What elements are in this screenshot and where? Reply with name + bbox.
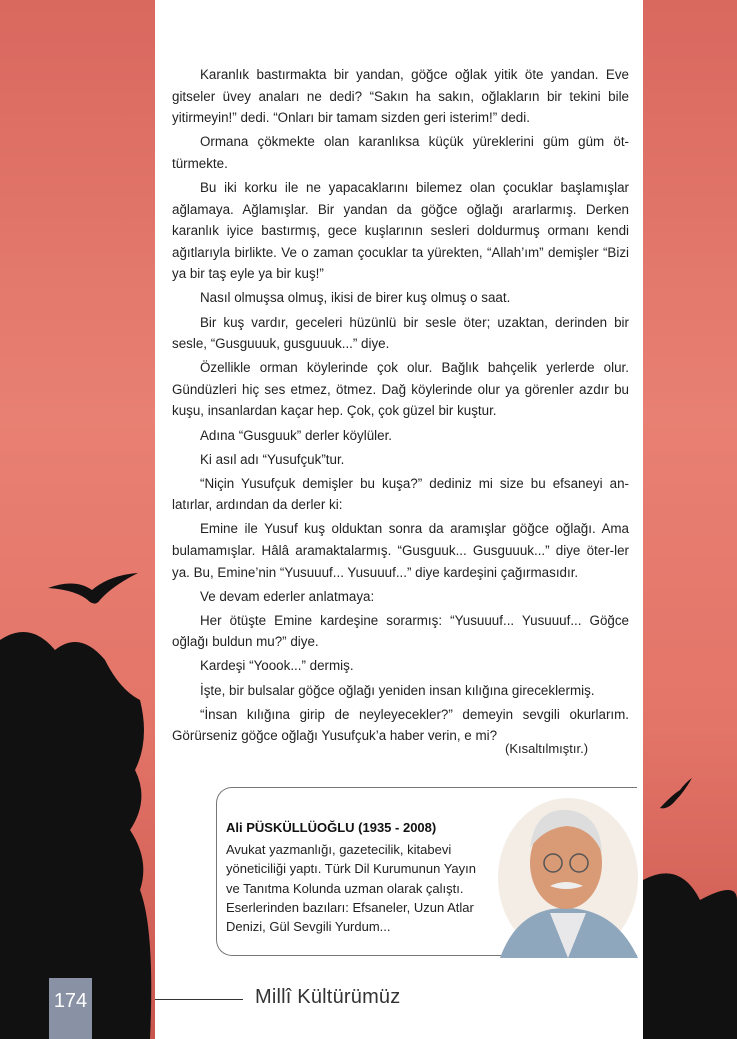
footer-divider (155, 999, 243, 1000)
book-title: Millî Kültürümüz (255, 986, 401, 1008)
abridged-note: (Kısaltılmıştır.) (505, 741, 589, 756)
paragraph: Bir kuş vardır, geceleri hüzünlü bir sesle öter; uzaktan, derinden bir sesle, “Gusguuuk, gusguuuk...” diye. (172, 314, 629, 352)
paragraph: Nasıl olmuşsa olmuş, ikisi de birer kuş olmuş o saat. (200, 290, 511, 306)
paragraph: Ve devam ederler anlatmaya: (200, 588, 375, 604)
author-name: Ali PÜSKÜLLÜOĞLU (1935 - 2008) (226, 820, 437, 835)
paragraph: Özellikle orman köylerinde çok olur. Bağlık bahçelik yerlerde olur. Gündüzleri hiç ses etmez, ötmez. Dağ köylerinde olur ya görenler azdır bu kuşu, insanlardan kaçar hep. Çok, çok güzel bir kuştur. (172, 360, 629, 419)
paragraph: Emine ile Yusuf kuş olduktan sonra da aramışlar göğce oğlağı. Ama bulamamışlar. Hâlâ aramaktalarmış. “Gusguuk... Gusguuuk...” diye öter-ler ya. Bu, Emine’nin “Yusuuuf... Yusuuuf...” diye kardeşini çağırmasıdır. (172, 521, 629, 580)
page-number: 174 (49, 978, 92, 1039)
bird-icon (660, 778, 692, 808)
author-bio-text: Avukat yazmanlığı, gazetecilik, kitabevi yöneticiliği yaptı. Türk Dil Kurumunun Yayın ve Tanıtma Kolunda uzman olarak çalıştı. Eserlerinden bazıları: Efsaneler, Uzun Atlar Denizi, Gül Sevgili Yurdum... (226, 842, 477, 935)
paragraph: Adına “Gusguuk” derler köylüler. (200, 427, 393, 443)
paragraph: Ki asıl adı “Yusufçuk”tur. (200, 451, 345, 467)
paragraph: Kardeşi “Yoook...” dermiş. (200, 658, 354, 674)
paragraph: Karanlık bastırmakta bir yandan, göğce oğlak yitik öte yandan. Eve gitseler üvey anaları ne dedi? “Sakın ha sakın, oğlakların bir tekini bile yitirmeyin!” dedi. “Onları bir tamam sizden geri isterim!” dedi. (172, 67, 629, 126)
tree-silhouette (643, 942, 737, 1039)
paragraph: “İnsan kılığına girip de neyleyecekler?” demeyin sevgili okurlarım. Görürseniz göğce oğlağı Yusufçuk’a haber verin, e mi? (172, 706, 629, 744)
author-portrait (470, 768, 640, 958)
paragraph: Bu iki korku ile ne yapacaklarını bilemez olan çocuklar başlamışlar ağlamaya. Ağlamışlar. Bir yandan da göğce oğlağı ararlarmış. Derken karanlık iyice bastırmış, gece kuşlarının sesleri doldurmuş ormanı kendi ağıtlarıyla birlikte. Ve o zaman çocuklar ta yürekten, “Allah’ım” demişler “Bizi ya bir taş eyle ya bir kuş!” (172, 179, 629, 282)
paragraph: Her ötüşte Emine kardeşine sorarmış: “Yusuuuf... Yusuuuf... Göğce oğlağı buldun mu?” diye. (172, 612, 629, 650)
bird-icon (48, 573, 138, 604)
story-text (172, 64, 629, 749)
paragraph: “Niçin Yusufçuk demişler bu kuşa?” dediniz mi size bu efsaneyi an-latırlar, ardından da derler ki: (172, 475, 629, 513)
paragraph: Ormana çökmekte olan karanlıksa küçük yüreklerini güm güm öt-türmekte. (172, 134, 629, 171)
paragraph: İşte, bir bulsalar göğce oğlağı yeniden insan kılığına gireceklermiş. (200, 682, 595, 698)
